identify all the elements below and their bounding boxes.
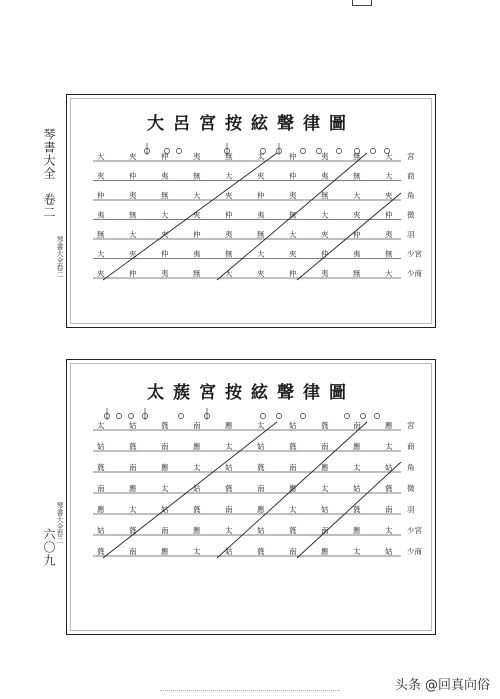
note-glyph: 姑	[225, 547, 233, 556]
book-title: 琴書大全 卷二	[42, 128, 56, 219]
string-label: 商	[407, 442, 415, 451]
note-glyph: 太	[193, 463, 201, 472]
note-glyph: 應	[193, 526, 201, 535]
note-glyph: 夾	[353, 210, 361, 220]
note-glyph: 蕤	[129, 442, 137, 451]
note-glyph: 仲	[129, 171, 137, 181]
note-glyph: 夾	[97, 269, 105, 278]
note-glyph: 夷	[321, 152, 329, 161]
note-glyph: 夷	[161, 269, 169, 278]
note-glyph: 南	[129, 463, 137, 472]
note-glyph: 太	[257, 421, 265, 430]
string-label: 商	[407, 171, 415, 181]
hui-marker	[374, 413, 379, 418]
note-glyph: 蕤	[289, 442, 297, 451]
string-label: 宮	[407, 421, 415, 430]
note-glyph: 太	[225, 442, 233, 451]
note-glyph: 大	[161, 210, 169, 220]
string-label: 角	[407, 191, 415, 200]
side-note-upper: 琴書大全卷二	[56, 236, 64, 278]
note-glyph: 南	[257, 484, 265, 493]
string-chart	[67, 95, 435, 327]
note-glyph: 夷	[161, 171, 169, 181]
note-glyph: 太	[353, 547, 361, 556]
note-glyph: 姑	[321, 505, 329, 514]
hui-marker	[176, 148, 181, 153]
note-glyph: 無	[193, 269, 201, 278]
note-glyph: 仲	[289, 152, 297, 161]
note-glyph: 仲	[321, 249, 329, 259]
note-glyph: 太	[289, 505, 297, 514]
note-glyph: 無	[161, 191, 169, 200]
note-glyph: 夾	[161, 230, 169, 239]
note-glyph: 蕤	[225, 484, 233, 493]
note-glyph: 南	[161, 442, 169, 451]
note-glyph: 大	[385, 152, 393, 161]
note-glyph: 無	[289, 210, 297, 220]
note-glyph: 姑	[289, 421, 297, 430]
note-glyph: 無	[257, 230, 265, 239]
note-glyph: 應	[225, 421, 233, 430]
note-glyph: 無	[385, 249, 393, 259]
note-glyph: 夷	[321, 269, 329, 278]
note-glyph: 夷	[289, 191, 297, 200]
note-glyph: 太	[161, 484, 169, 493]
note-glyph: 太	[353, 463, 361, 472]
note-glyph: 蕤	[97, 547, 105, 556]
note-glyph: 夷	[257, 210, 265, 220]
note-glyph: 無	[225, 249, 233, 259]
note-glyph: 姑	[257, 526, 265, 535]
note-glyph: 無	[97, 230, 105, 239]
note-glyph: 南	[129, 547, 137, 556]
note-glyph: 南	[353, 421, 361, 430]
note-glyph: 夷	[97, 210, 105, 220]
note-glyph: 南	[289, 463, 297, 472]
note-glyph: 南	[289, 547, 297, 556]
note-glyph: 大	[257, 249, 265, 259]
note-glyph: 大	[385, 171, 393, 181]
string-chart	[67, 360, 435, 634]
note-glyph: 大	[129, 230, 137, 239]
note-glyph: 夷	[129, 191, 137, 200]
note-glyph: 夾	[225, 191, 233, 200]
note-glyph: 蕤	[257, 547, 265, 556]
note-glyph: 夷	[353, 249, 361, 259]
note-glyph: 仲	[193, 230, 201, 239]
string-label: 徵	[407, 484, 415, 493]
note-glyph: 南	[225, 505, 233, 514]
note-glyph: 蕤	[129, 526, 137, 535]
note-glyph: 大	[321, 210, 329, 220]
note-glyph: 南	[97, 484, 105, 493]
note-glyph: 夷	[321, 171, 329, 181]
note-glyph: 姑	[161, 505, 169, 514]
note-glyph: 仲	[161, 249, 169, 259]
note-glyph: 蕤	[289, 526, 297, 535]
note-glyph: 大	[97, 152, 105, 161]
note-glyph: 姑	[353, 484, 361, 493]
note-glyph: 無	[193, 171, 201, 181]
note-glyph: 蕤	[161, 421, 169, 430]
note-glyph: 太	[129, 505, 137, 514]
note-glyph: 應	[321, 463, 329, 472]
note-glyph: 無	[225, 152, 233, 161]
note-glyph: 應	[257, 505, 265, 514]
note-glyph: 仲	[353, 230, 361, 239]
note-glyph: 應	[193, 442, 201, 451]
hui-marker	[360, 413, 365, 418]
note-glyph: 姑	[225, 463, 233, 472]
hui-marker	[344, 413, 349, 418]
string-label: 徵	[407, 210, 415, 220]
note-glyph: 南	[321, 442, 329, 451]
bottom-edge-mark	[160, 690, 340, 691]
note-glyph: 應	[97, 505, 105, 514]
diagram-panel-dalu	[66, 94, 436, 328]
note-glyph: 夾	[257, 269, 265, 278]
note-glyph: 夷	[193, 152, 201, 161]
note-glyph: 大	[97, 249, 105, 259]
note-glyph: 蕤	[385, 484, 393, 493]
note-glyph: 仲	[289, 171, 297, 181]
note-glyph: 無	[129, 210, 137, 220]
note-glyph: 夾	[385, 191, 393, 200]
hui-marker	[128, 413, 133, 418]
note-glyph: 太	[193, 547, 201, 556]
note-glyph: 應	[321, 547, 329, 556]
hui-marker	[370, 148, 375, 153]
watermark-text: 头条 @回真向俗	[394, 678, 490, 693]
diagram-panel-taicou	[66, 359, 436, 635]
string-label: 少商	[407, 547, 422, 556]
diagram-title: 太蔟宮按絃聲律圖	[147, 383, 355, 403]
note-glyph: 蕤	[257, 463, 265, 472]
note-glyph: 仲	[161, 152, 169, 161]
note-glyph: 夾	[97, 171, 105, 181]
note-glyph: 蕤	[321, 421, 329, 430]
note-glyph: 太	[225, 526, 233, 535]
note-glyph: 姑	[97, 442, 105, 451]
note-glyph: 大	[193, 191, 201, 200]
note-glyph: 蕤	[193, 505, 201, 514]
note-glyph: 大	[289, 230, 297, 239]
note-glyph: 姑	[257, 442, 265, 451]
note-glyph: 姑	[193, 484, 201, 493]
note-glyph: 夾	[289, 249, 297, 259]
note-glyph: 南	[193, 421, 201, 430]
note-glyph: 應	[129, 484, 137, 493]
note-glyph: 南	[321, 526, 329, 535]
note-glyph: 蕤	[97, 463, 105, 472]
note-glyph: 應	[161, 547, 169, 556]
string-label: 羽	[407, 505, 415, 514]
note-glyph: 大	[225, 269, 233, 278]
hui-marker	[300, 413, 305, 418]
hui-marker	[276, 413, 281, 418]
hui-marker	[260, 413, 265, 418]
note-glyph: 太	[385, 526, 393, 535]
note-glyph: 無	[353, 152, 361, 161]
note-glyph: 蕤	[353, 505, 361, 514]
hui-marker	[178, 413, 183, 418]
top-edge-mark	[352, 0, 372, 6]
note-glyph: 夷	[225, 230, 233, 239]
note-glyph: 仲	[225, 210, 233, 220]
note-glyph: 應	[353, 442, 361, 451]
note-glyph: 姑	[385, 547, 393, 556]
note-glyph: 無	[353, 269, 361, 278]
note-glyph: 應	[353, 526, 361, 535]
note-glyph: 太	[257, 152, 265, 161]
note-glyph: 無	[353, 171, 361, 181]
string-label: 少宮	[407, 526, 422, 535]
hui-marker	[116, 413, 121, 418]
note-glyph: 太	[385, 442, 393, 451]
note-glyph: 夷	[385, 230, 393, 239]
note-glyph: 應	[385, 421, 393, 430]
note-glyph: 大	[225, 171, 233, 181]
note-glyph: 夾	[129, 152, 137, 161]
diagram-title: 大呂宮按絃聲律圖	[147, 114, 355, 134]
note-glyph: 姑	[385, 463, 393, 472]
hui-marker	[336, 148, 341, 153]
note-glyph: 夾	[129, 249, 137, 259]
note-glyph: 仲	[129, 269, 137, 278]
note-glyph: 應	[289, 484, 297, 493]
note-glyph: 南	[385, 505, 393, 514]
note-glyph: 仲	[97, 191, 105, 200]
string-label: 少宮	[407, 249, 422, 259]
note-glyph: 姑	[129, 421, 137, 430]
note-glyph: 大	[353, 191, 361, 200]
note-glyph: 太	[97, 421, 105, 430]
string-label: 羽	[407, 230, 415, 239]
string-label: 少商	[407, 269, 422, 278]
note-glyph: 仲	[289, 269, 297, 278]
note-glyph: 姑	[97, 526, 105, 535]
side-note-lower: 琴書大全卷二	[56, 502, 64, 544]
page-number: 六〇九	[42, 528, 56, 567]
hui-marker	[300, 148, 305, 153]
note-glyph: 無	[321, 191, 329, 200]
note-glyph: 應	[161, 463, 169, 472]
note-glyph: 仲	[257, 191, 265, 200]
string-label: 宮	[407, 152, 415, 161]
note-glyph: 大	[385, 269, 393, 278]
note-glyph: 夾	[321, 230, 329, 239]
string-label: 角	[407, 463, 415, 472]
note-glyph: 夷	[193, 249, 201, 259]
note-glyph: 仲	[385, 210, 393, 220]
note-glyph: 太	[321, 484, 329, 493]
note-glyph: 夾	[257, 171, 265, 181]
note-glyph: 南	[161, 526, 169, 535]
note-glyph: 夾	[193, 210, 201, 220]
